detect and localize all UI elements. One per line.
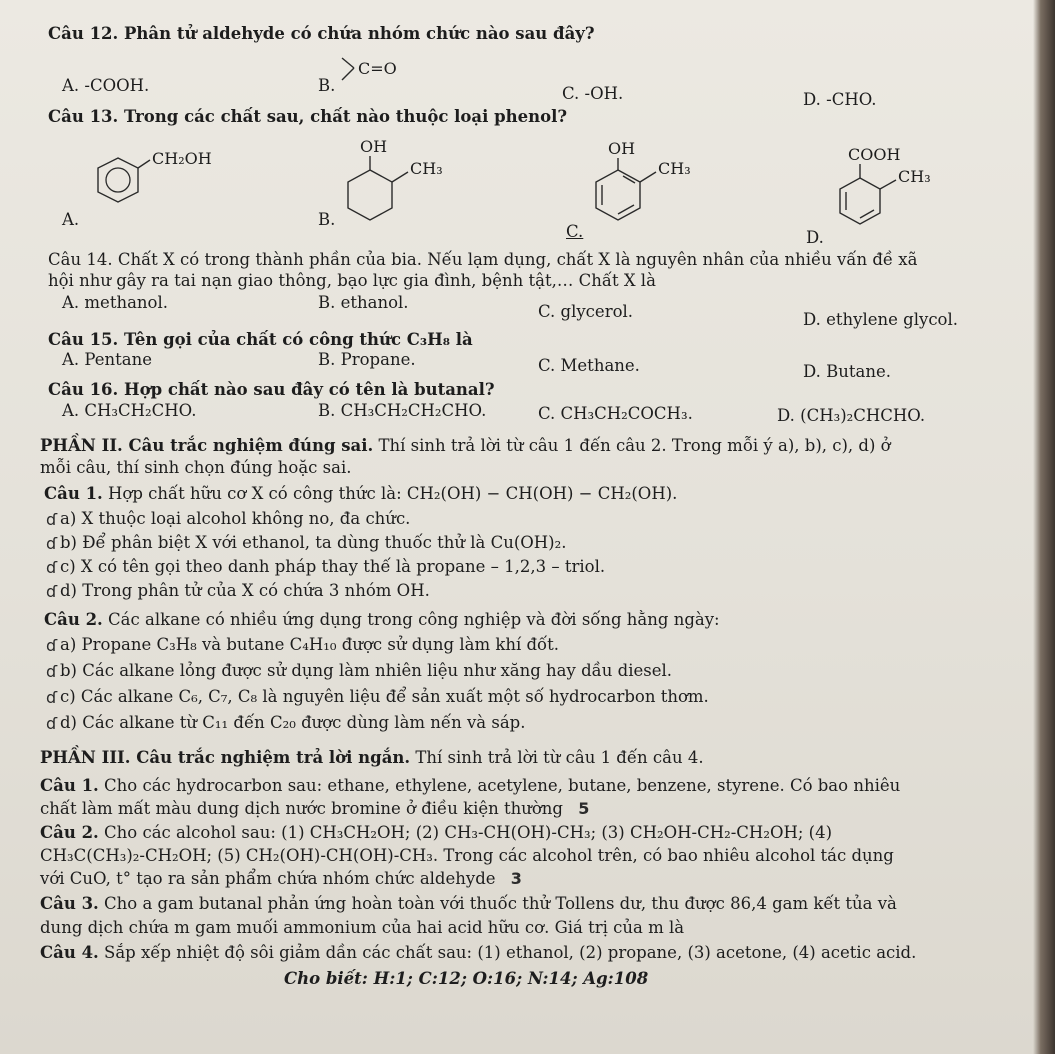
handwritten-mark: ɗ (46, 714, 58, 733)
part2-q2-stem: Câu 2. Các alkane có nhiều ứng dụng trong công nghiệp và đời sống hằng ngày: (44, 610, 720, 629)
q16-option-b: B. CH₃CH₂CH₂CHO. (318, 401, 487, 420)
q16-option-c: C. CH₃CH₂COCH₃. (538, 404, 693, 423)
part3-intro: Thí sinh trả lời từ câu 1 đến câu 4. (410, 748, 704, 767)
handwritten-mark: ɗ (46, 534, 58, 553)
q16-option-a: A. CH₃CH₂CHO. (62, 401, 197, 420)
q12-option-a: A. -COOH. (62, 76, 150, 95)
q13-option-d-toluic-acid (820, 138, 960, 238)
q12-carbonyl-structure (338, 56, 418, 86)
part2-q1-c: c) X có tên gọi theo danh pháp thay thế là propane – 1,2,3 – triol. (60, 557, 606, 576)
part2-q2-a: a) Propane C₃H₈ và butane C₄H₁₀ được sử dụng làm khí đốt. (60, 635, 560, 654)
part3-q3-line2: dung dịch chứa m gam muối ammonium của hai acid hữu cơ. Giá trị của m là (40, 918, 685, 937)
part2-q1-a: a) X thuộc loại alcohol không no, đa chức. (60, 509, 411, 528)
part2-heading: PHẦN II. Câu trắc nghiệm đúng sai. (40, 436, 374, 455)
q12-option-b-label: B. (318, 76, 336, 95)
handwritten-mark: ɗ (46, 662, 58, 681)
q13-option-b-cyclohexanol (330, 136, 470, 236)
q15-option-a: A. Pentane (62, 350, 153, 369)
part3-q4-line1: Câu 4. Sắp xếp nhiệt độ sôi giảm dần các chất sau: (1) ethanol, (2) propane, (3) acetone, (4) acetic acid. (40, 943, 917, 962)
svg-text:OH: OH (360, 137, 388, 156)
part2-q1-d: d) Trong phân tử của X có chứa 3 nhóm OH. (60, 581, 430, 600)
q12-option-d: D. -CHO. (803, 90, 877, 109)
q15-option-b: B. Propane. (318, 350, 416, 369)
part3-q3-line1: Câu 3. Cho a gam butanal phản ứng hoàn toàn với thuốc thử Tollens dư, thu được 86,4 gam kết tủa và (40, 894, 897, 913)
part2-q2-d: d) Các alkane từ C₁₁ đến C₂₀ được dùng làm nến và sáp. (60, 713, 526, 732)
svg-text:COOH: COOH (848, 145, 901, 164)
part3-q1-line2: chất làm mất màu dung dịch nước bromine ở điều kiện thường 5 (40, 799, 590, 818)
given-atomic-masses: Cho biết: H:1; C:12; O:16; N:14; Ag:108 (284, 969, 649, 988)
q13-a-group: CH₂OH (152, 149, 212, 168)
q13-option-c-cresol (578, 138, 718, 238)
page-edge-shadow (1033, 0, 1055, 1054)
q14-stem-line2: hội như gây ra tai nạn giao thông, bạo lực gia đình, bệnh tật,… Chất X là (48, 271, 656, 290)
handwritten-mark: ɗ (46, 558, 58, 577)
q13-option-c-label: C. (566, 222, 584, 241)
q15-option-c: C. Methane. (538, 356, 640, 375)
part2-intro2: mỗi câu, thí sinh chọn đúng hoặc sai. (40, 458, 352, 477)
q16-stem: Câu 16. Hợp chất nào sau đây có tên là butanal? (48, 380, 495, 399)
q12-option-c: C. -OH. (562, 84, 624, 103)
q15-stem: Câu 15. Tên gọi của chất có công thức C₃H₈ là (48, 330, 473, 349)
q13-option-a-label: A. (62, 210, 80, 229)
handwritten-mark: ɗ (46, 510, 58, 529)
svg-text:CH₃: CH₃ (410, 159, 443, 178)
part3-heading: PHẦN III. Câu trắc nghiệm trả lời ngắn. (40, 748, 411, 767)
q13-option-a-benzyl-alcohol (90, 150, 250, 230)
part2-intro1: Thí sinh trả lời từ câu 1 đến câu 2. Trong mỗi ý a), b), c), d) ở (373, 436, 891, 455)
q13-stem: Câu 13. Trong các chất sau, chất nào thuộc loại phenol? (48, 107, 568, 126)
q14-option-b: B. ethanol. (318, 293, 409, 312)
part2-q2-c: c) Các alkane C₆, C₇, C₈ là nguyên liệu để sản xuất một số hydrocarbon thơm. (60, 687, 709, 706)
handwritten-mark: ɗ (46, 688, 58, 707)
part2-q1-b: b) Để phân biệt X với ethanol, ta dùng thuốc thử là Cu(OH)₂. (60, 533, 567, 552)
q14-option-d: D. ethylene glycol. (803, 310, 959, 329)
part3-q2-handwritten-answer: 3 (510, 869, 522, 888)
q14-option-c: C. glycerol. (538, 302, 634, 321)
q12-carbonyl-formula: C=O (358, 59, 397, 78)
q15-option-d: D. Butane. (803, 362, 891, 381)
part3-q1-handwritten-answer: 5 (578, 799, 590, 818)
svg-text:CH₃: CH₃ (898, 167, 931, 186)
svg-text:CH₃: CH₃ (658, 159, 691, 178)
q13-option-d-label: D. (806, 228, 824, 247)
q13-option-b-label: B. (318, 210, 336, 229)
part3-heading-line (40, 748, 704, 768)
part2-q2-b: b) Các alkane lỏng được sử dụng làm nhiên liệu như xăng hay dầu diesel. (60, 661, 672, 680)
handwritten-mark: ɗ (46, 582, 58, 601)
q14-stem-line1: Câu 14. Chất X có trong thành phần của bia. Nếu lạm dụng, chất X là nguyên nhân của nhiều vấn đề xã (48, 250, 918, 269)
handwritten-mark: ɗ (46, 636, 58, 655)
part3-q2-line3: với CuO, t° tạo ra sản phẩm chứa nhóm chức aldehyde 3 (40, 869, 522, 888)
part2-q1-stem: Câu 1. Hợp chất hữu cơ X có công thức là: CH₂(OH) − CH(OH) − CH₂(OH). (44, 484, 678, 503)
q12-stem: Câu 12. Phân tử aldehyde có chứa nhóm chức nào sau đây? (48, 24, 595, 43)
part2-heading-line (40, 436, 891, 456)
q14-option-a: A. methanol. (62, 293, 168, 312)
q16-option-d: D. (CH₃)₂CHCHO. (777, 406, 926, 425)
svg-text:OH: OH (608, 139, 636, 158)
part3-q2-line2: CH₃C(CH₃)₂-CH₂OH; (5) CH₂(OH)-CH(OH)-CH₃. Trong các alcohol trên, có bao nhiêu alcohol tác dụng (40, 846, 894, 865)
part3-q2-line1: Câu 2. Cho các alcohol sau: (1) CH₃CH₂OH; (2) CH₃-CH(OH)-CH₃; (3) CH₂OH-CH₂-CH₂OH; (4) (40, 823, 833, 842)
part3-q1-line1: Câu 1. Cho các hydrocarbon sau: ethane, ethylene, acetylene, butane, benzene, styrene. Có bao nhiêu (40, 776, 901, 795)
